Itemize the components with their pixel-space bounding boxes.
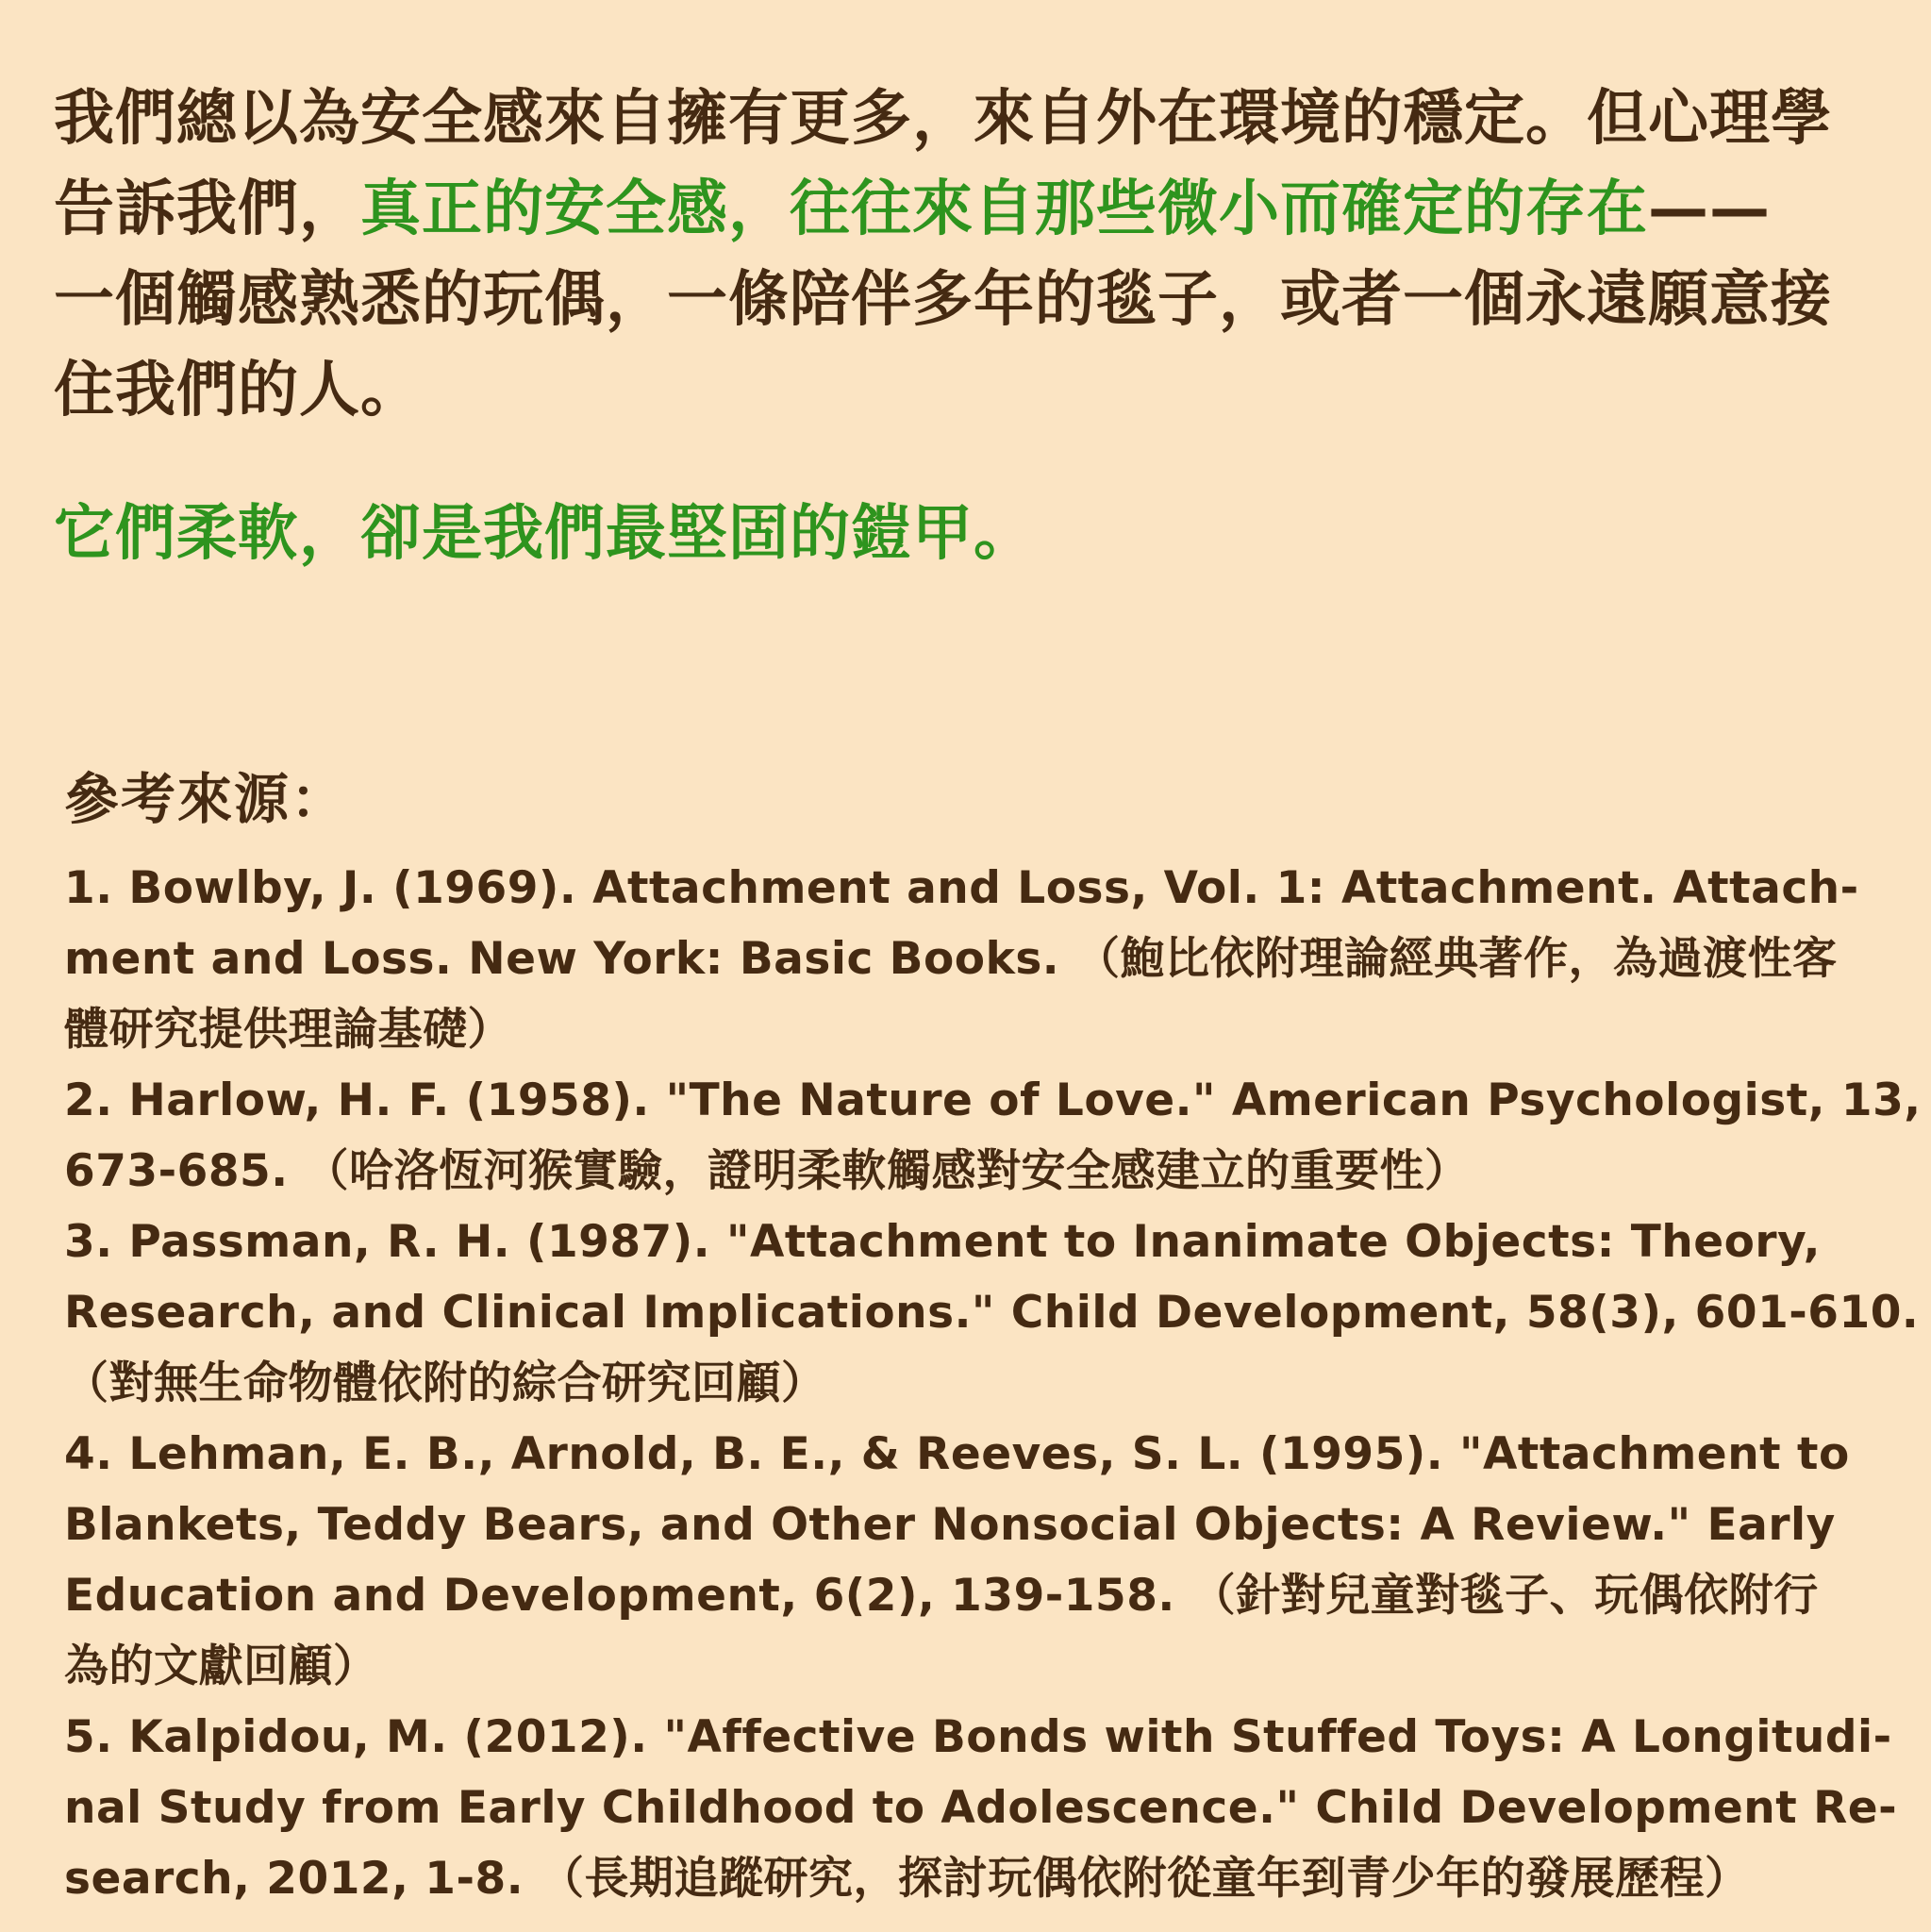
reference-line: nal Study from Early Childhood to Adolescence." Child Development Re-: [64, 1782, 1898, 1834]
text-segment: ——: [1648, 175, 1771, 244]
reference-line: Blankets, Teddy Bears, and Other Nonsocial Objects: A Review." Early: [64, 1499, 1836, 1551]
intro-paragraph: [54, 74, 1884, 436]
tagline: 它們柔軟，卻是我們最堅固的鎧甲。: [54, 499, 1035, 569]
reference-line: （對無生命物體依附的綜合研究回顧）: [64, 1357, 826, 1409]
reference-line: 5. Kalpidou, M. (2012). "Affective Bonds with Stuffed Toys: A Longitudi-: [64, 1711, 1892, 1763]
intro-line: [54, 345, 1884, 436]
reference-line: 體研究提供理論基礎）: [64, 1004, 512, 1056]
text-segment: 我們總以為安全感來自擁有更多，來自外在環境的穩定。但心理學: [54, 84, 1832, 154]
text-segment: 一個觸感熟悉的玩偶，一條陪伴多年的毯子，或者一個永遠願意接: [54, 265, 1832, 335]
text-segment: 告訴我們，: [54, 175, 360, 244]
intro-line: [54, 74, 1884, 164]
reference-item: [64, 1065, 1922, 1207]
reference-line: Education and Development, 6(2), 139-158. （針對兒童對毯子、玩偶依附行: [64, 1570, 1819, 1622]
reference-item: [64, 1419, 1884, 1702]
reference-line: 1. Bowlby, J. (1969). Attachment and Loss, Vol. 1: Attachment. Attach-: [64, 862, 1859, 914]
reference-item: [64, 1702, 1898, 1914]
reference-line: 4. Lehman, E. B., Arnold, B. E., & Reeves, S. L. (1995). "Attachment to: [64, 1428, 1850, 1480]
reference-line: 3. Passman, R. H. (1987). "Attachment to Inanimate Objects: Theory,: [64, 1216, 1821, 1268]
reference-item: [64, 1207, 1920, 1419]
reference-line: ment and Loss. New York: Basic Books. （鮑比依附理論經典著作，為過渡性客: [64, 933, 1838, 985]
reference-line: 673-685. （哈洛恆河猴實驗，證明柔軟觸感對安全感建立的重要性）: [64, 1145, 1470, 1197]
references-list: [64, 853, 1922, 1914]
text-segment: 住我們的人。: [54, 356, 422, 425]
reference-line: 2. Harlow, H. F. (1958). "The Nature of Love." American Psychologist, 13,: [64, 1074, 1922, 1126]
reference-line: search, 2012, 1-8. （長期追蹤研究，探討玩偶依附從童年到青少年的發展歷程）: [64, 1853, 1750, 1905]
intro-line: [54, 164, 1884, 255]
reference-line: Research, and Clinical Implications." Child Development, 58(3), 601-610.: [64, 1287, 1920, 1339]
reference-line: 為的文獻回顧）: [64, 1641, 378, 1692]
text-segment: 真正的安全感，往往來自那些微小而確定的存在: [360, 175, 1648, 244]
reference-item: [64, 853, 1884, 1065]
references-heading: 參考來源：: [64, 767, 348, 831]
intro-line: [54, 255, 1884, 345]
